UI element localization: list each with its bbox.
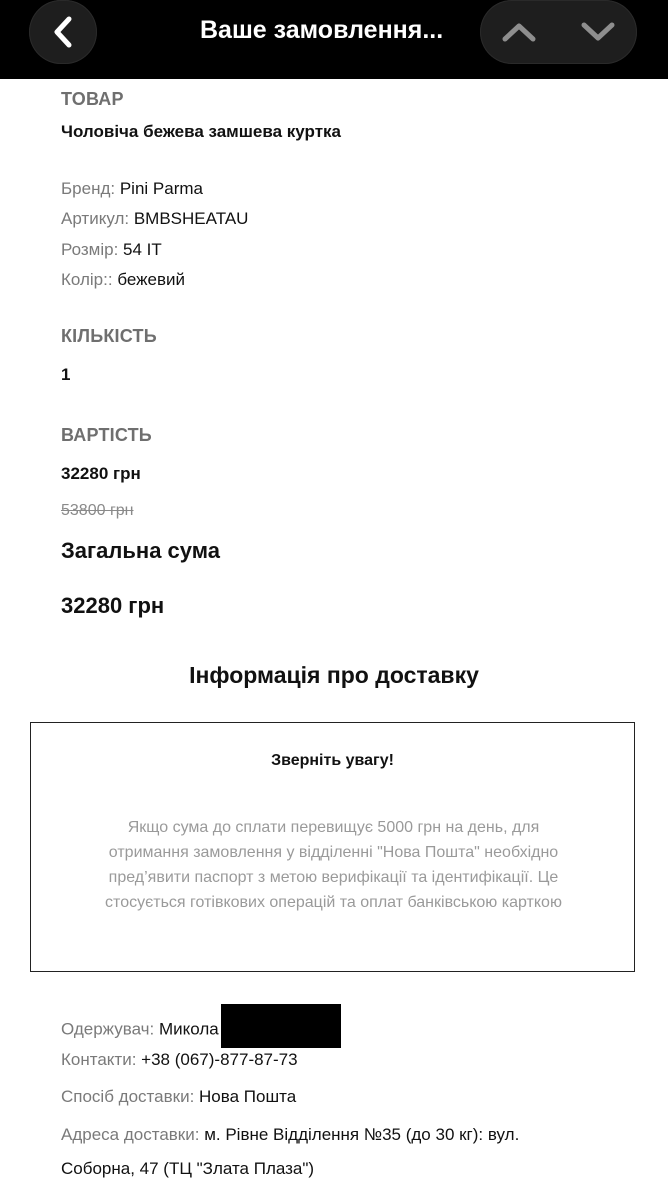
attr-sku (61, 209, 248, 229)
recipient-label: Одержувач: (61, 1019, 155, 1039)
chevron-left-icon (50, 15, 76, 49)
back-button[interactable] (29, 0, 97, 64)
notice-text: Якщо сума до сплати перевищує 5000 грн на день, для отримання замовлення у відділенні "Нова Пошта" необхідно пред’явити паспорт з метою верифікації та ідентифікації. Це стосується готівкових операцій та оплат банківською карткою (105, 819, 562, 911)
top-bar (0, 0, 668, 79)
recipient-value: Микола (158, 1019, 219, 1039)
contacts-value: +38 (067)-877-87-73 (141, 1050, 298, 1069)
attr-size (61, 240, 162, 260)
delivery-method-row (61, 1087, 296, 1107)
attr-color (61, 270, 185, 290)
delivery-heading: Інформація про доставку (189, 662, 479, 688)
attr-value: 54 IT (123, 240, 162, 259)
attr-label: Колір:: (61, 270, 113, 289)
attr-value: бежевий (117, 270, 185, 289)
page-title: Ваше замовлення... (200, 16, 444, 44)
product-section-label: ТОВАР (61, 89, 124, 109)
delivery-method-value: Нова Пошта (199, 1087, 297, 1106)
notice-box (30, 722, 635, 972)
recipient-row (61, 1008, 341, 1052)
redaction-box (221, 1004, 341, 1048)
chevron-up-icon (501, 20, 537, 44)
delivery-method-label: Спосіб доставки: (61, 1087, 195, 1106)
notice-title: Зверніть увагу! (271, 752, 394, 769)
attr-brand (61, 179, 203, 199)
contacts-label: Контакти: (61, 1050, 137, 1069)
attr-label: Артикул: (61, 209, 130, 228)
attr-label: Бренд: (61, 179, 116, 198)
address-line-2: Соборна, 47 (ТЦ "Злата Плаза") (61, 1159, 315, 1178)
prev-next-group (480, 0, 637, 64)
current-price: 32280 грн (61, 464, 141, 483)
quantity-section-label: КІЛЬКІСТЬ (61, 326, 157, 346)
total-label: Загальна сума (61, 538, 220, 563)
attr-label: Розмір: (61, 240, 119, 259)
contacts-row (61, 1050, 298, 1070)
address-line-1: м. Рівне Відділення №35 (до 30 кг): вул. (204, 1125, 520, 1144)
cost-section-label: ВАРТІСТЬ (61, 425, 152, 445)
quantity-value: 1 (61, 365, 71, 384)
attr-value: BMBSHEATAU (133, 209, 249, 228)
product-name: Чоловіча бежева замшева куртка (61, 122, 341, 141)
address-row (61, 1125, 519, 1145)
attr-value: Pini Parma (119, 179, 203, 198)
old-price: 53800 грн (61, 502, 134, 519)
total-value: 32280 грн (61, 593, 165, 618)
chevron-down-icon (580, 20, 616, 44)
address-label: Адреса доставки: (61, 1125, 200, 1144)
next-button[interactable] (559, 0, 637, 64)
previous-button[interactable] (480, 0, 558, 64)
